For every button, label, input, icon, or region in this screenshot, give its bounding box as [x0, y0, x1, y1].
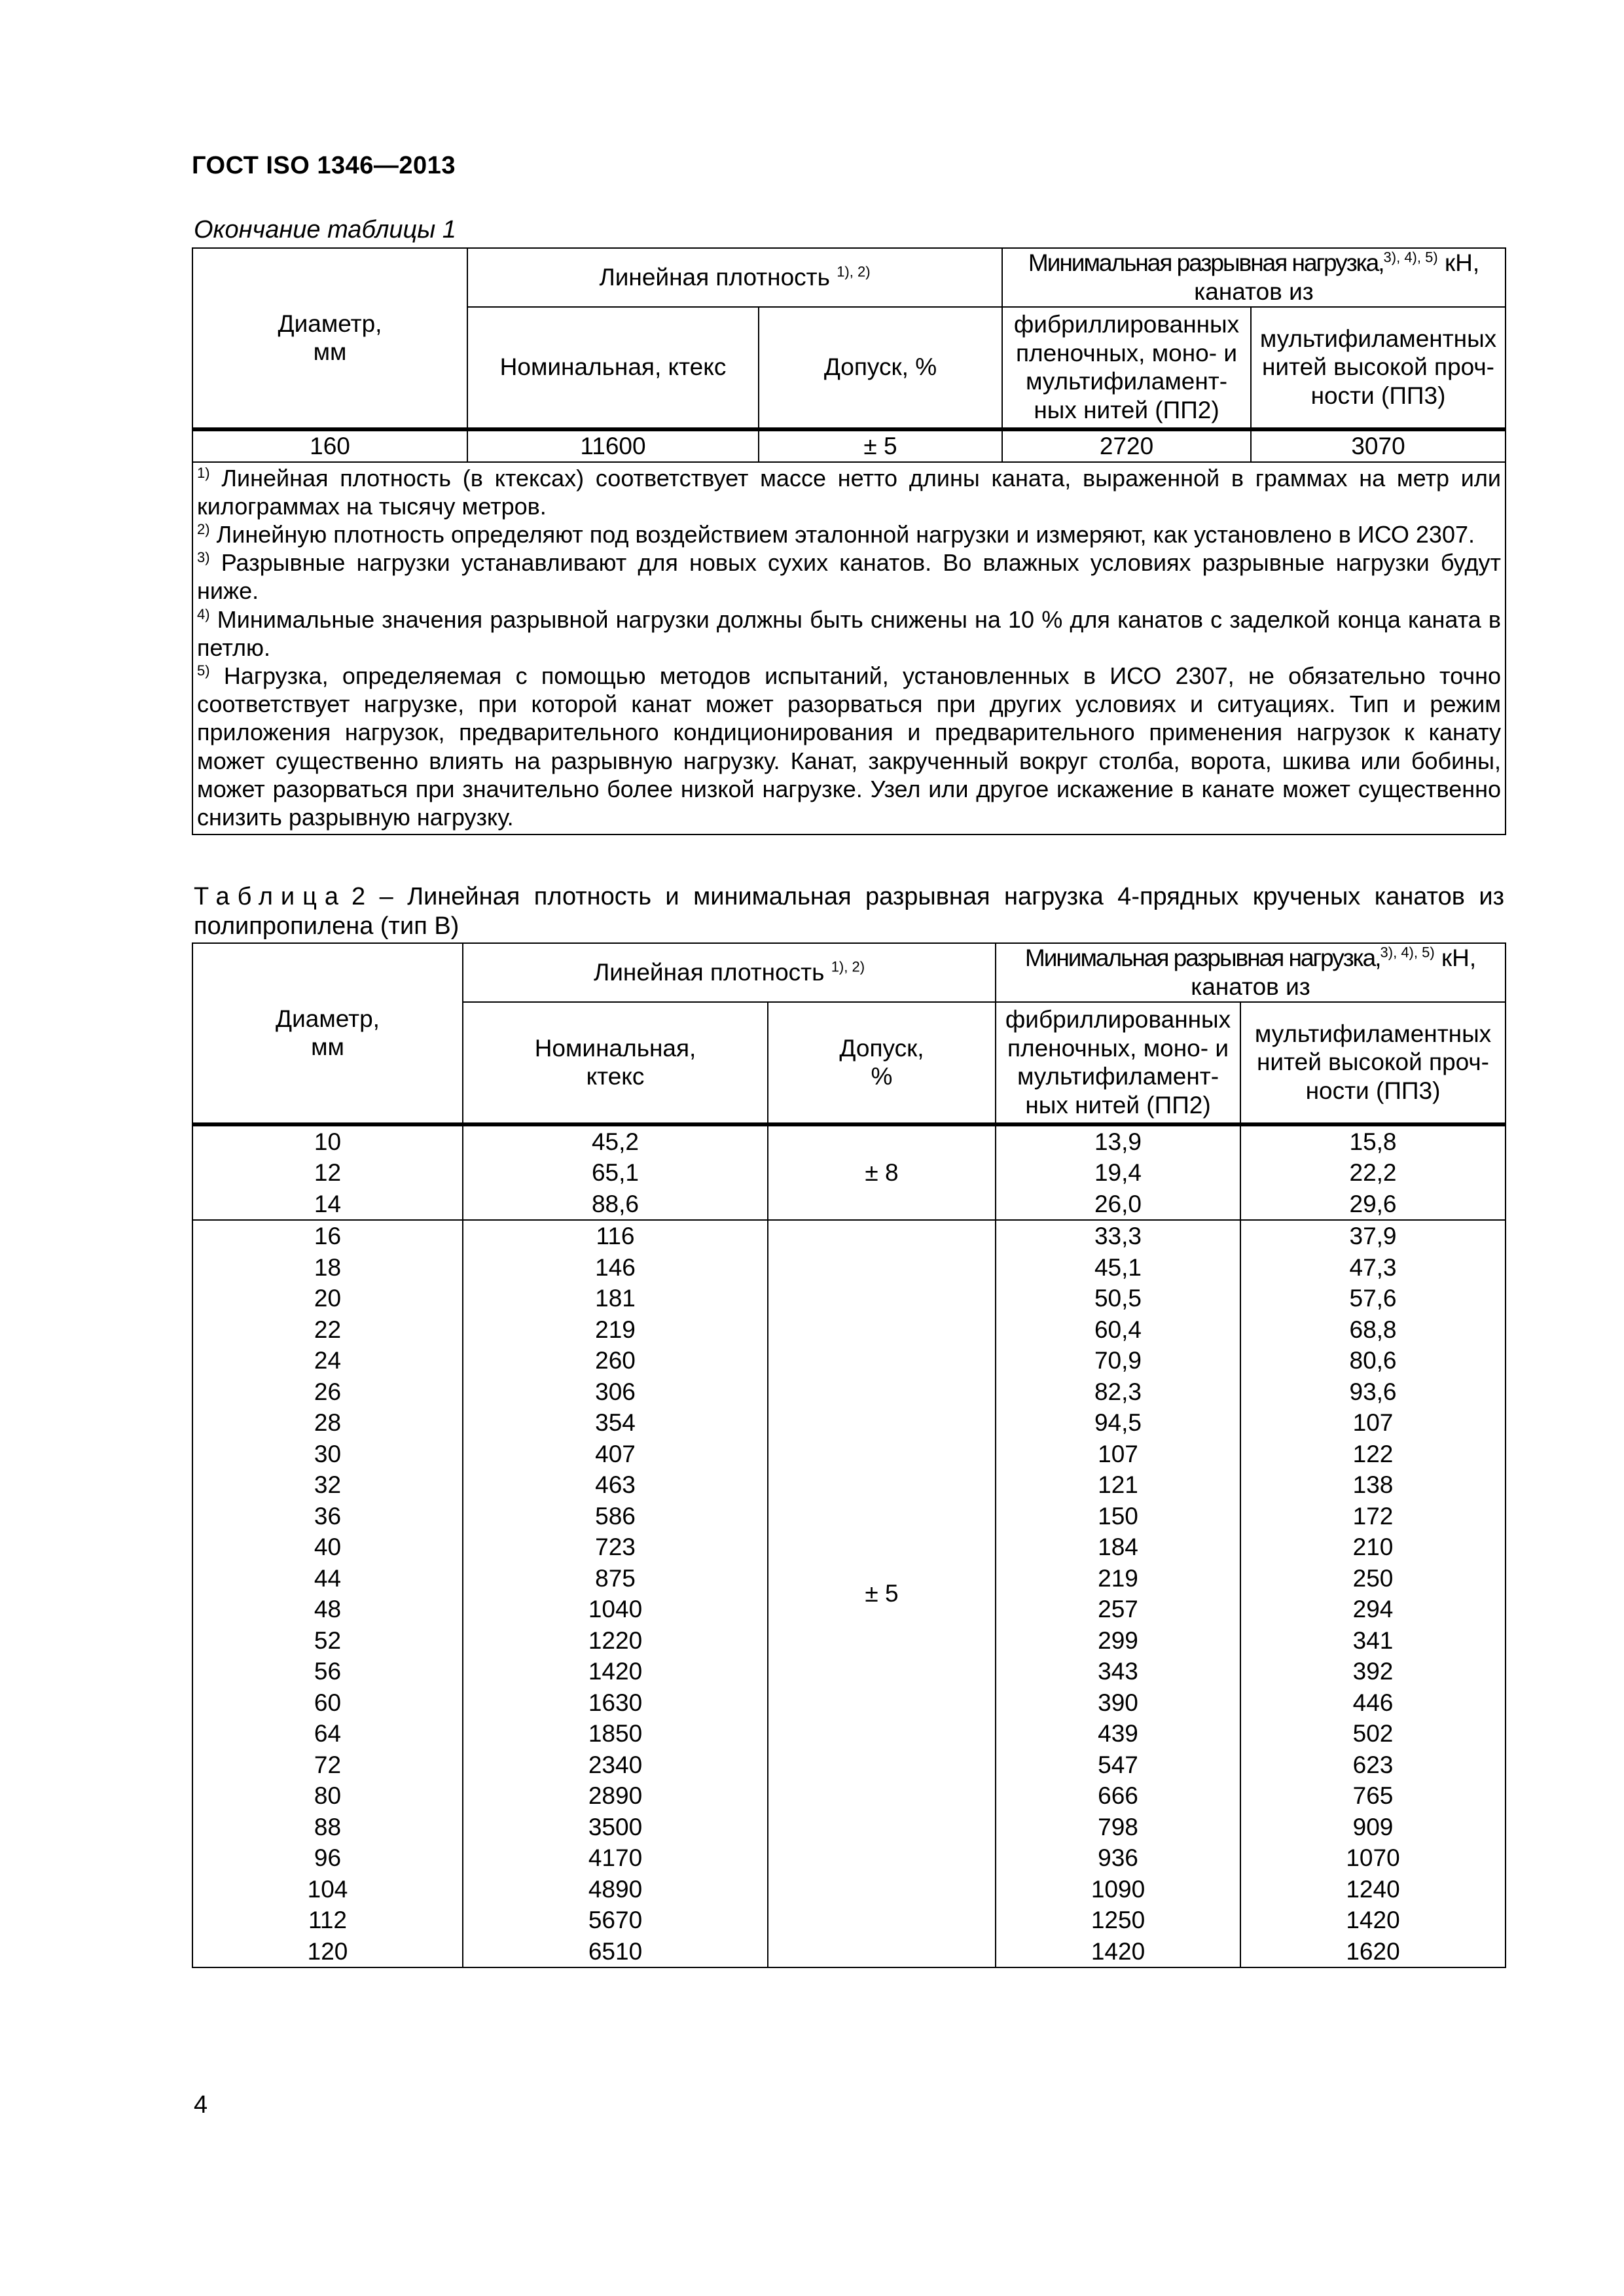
table2-cell-diameter: 72	[314, 1751, 342, 1778]
table2-cell-pp2: 343	[1098, 1658, 1138, 1685]
table2-cell-nominal: 463	[595, 1471, 636, 1499]
table2-cell-pp3: 22,2	[1349, 1159, 1397, 1187]
table2-cell-nominal: 1850	[588, 1720, 643, 1748]
table2-group2-pp3	[1240, 1220, 1506, 1967]
table2-cell-pp2: 19,4	[1094, 1159, 1142, 1187]
table2-cell-pp3: 392	[1352, 1658, 1394, 1685]
table2-cell-nominal: 45,2	[591, 1128, 639, 1155]
table2-header-nominal	[463, 1002, 768, 1124]
table2-cell-nominal: 3500	[588, 1813, 643, 1840]
table2-cell-nominal: 146	[595, 1253, 636, 1281]
table2-cell-pp3: 765	[1352, 1782, 1394, 1810]
table2-cell-pp3: 29,6	[1349, 1190, 1397, 1217]
table2-cell-pp2: 107	[1098, 1440, 1138, 1467]
table1-header-pp2-line1: фибриллированных	[1013, 311, 1240, 338]
table2-cell-pp2: 60,4	[1094, 1316, 1142, 1343]
table2-header-nominal-line2: ктекс	[586, 1063, 645, 1090]
table2-cell-diameter: 14	[314, 1190, 342, 1217]
table2-cell-nominal: 1220	[588, 1626, 643, 1654]
table2-cell-pp2: 936	[1098, 1844, 1138, 1872]
table2-cell-diameter: 44	[314, 1564, 342, 1592]
table1-header-pp2-line3: мультифиламент-	[1025, 368, 1228, 395]
table2-cell-pp2: 299	[1098, 1626, 1138, 1654]
table2-header-linear-density-footnote-ref: 1), 2)	[831, 958, 865, 975]
table2-header-pp3-line3: ности (ПП3)	[1305, 1077, 1441, 1105]
table1-header-nominal: Номинальная, ктекс	[467, 307, 759, 429]
table2-cell-nominal: 116	[596, 1223, 635, 1250]
table2-cell-pp3: 93,6	[1349, 1378, 1397, 1405]
footnote-5	[197, 662, 1501, 831]
footnote-1	[197, 464, 1501, 520]
table2-cell-pp3: 341	[1352, 1626, 1394, 1654]
table2-cell-pp3: 1240	[1346, 1875, 1400, 1903]
footnote-5-marker: 5)	[197, 662, 210, 679]
table2-cell-pp2: 33,3	[1094, 1223, 1142, 1250]
table1-cell-tolerance: ± 5	[759, 429, 1002, 462]
table1-header-pp2	[1002, 307, 1251, 429]
table2-cell-pp3: 37,9	[1349, 1223, 1397, 1250]
footnote-1-marker: 1)	[197, 464, 210, 481]
table2-cell-diameter: 112	[308, 1907, 347, 1934]
table1-caption: Окончание таблицы 1	[194, 216, 456, 243]
table2-header-diameter	[192, 943, 463, 1124]
table2-group1-pp2	[996, 1124, 1240, 1221]
table2-cell-pp2: 219	[1098, 1564, 1138, 1592]
table2-cell-diameter: 16	[314, 1223, 342, 1250]
table2-header-pp3	[1240, 1002, 1506, 1124]
table2-cell-diameter: 40	[314, 1534, 342, 1561]
table2-header-min-load-label: Минимальная разрывная нагрузка,	[1024, 944, 1380, 972]
table2-cell-diameter: 52	[314, 1626, 342, 1654]
table2-cell-pp2: 390	[1098, 1689, 1138, 1716]
footnote-2	[197, 520, 1501, 548]
table2-cell-nominal: 88,6	[591, 1190, 639, 1217]
table2-cell-pp3: 446	[1352, 1689, 1394, 1716]
table2-header-pp2-line4: ных нитей (ПП2)	[1025, 1091, 1211, 1119]
table2-cell-pp3: 68,8	[1349, 1316, 1397, 1343]
table1-footnotes	[192, 462, 1506, 834]
table1-header-diameter	[192, 248, 467, 429]
table2-header-linear-density-label: Линейная плотность	[593, 959, 825, 986]
table2-group2-tolerance: ± 5	[768, 1220, 996, 1967]
footnote-3-marker: 3)	[197, 549, 210, 566]
table2-cell-pp2: 94,5	[1094, 1409, 1142, 1437]
table2-cell-pp3: 250	[1352, 1564, 1394, 1592]
footnote-4-marker: 4)	[197, 605, 210, 622]
table2-cell-diameter: 12	[314, 1159, 342, 1187]
table2-cell-nominal: 181	[595, 1285, 636, 1312]
table2-cell-diameter: 60	[314, 1689, 342, 1716]
table2-group-tolerance-5	[192, 1220, 1506, 1967]
table2-cell-pp3: 909	[1352, 1813, 1394, 1840]
table2-header-diameter-line1: Диаметр,	[276, 1005, 380, 1032]
table2-cell-diameter: 22	[314, 1316, 342, 1343]
table2-cell-pp2: 798	[1098, 1813, 1138, 1840]
table1	[192, 247, 1506, 835]
table2-header-pp3-line2: нитей высокой проч-	[1257, 1049, 1490, 1076]
table1-cell-nominal: 11600	[467, 429, 759, 462]
table2-cell-pp3: 122	[1352, 1440, 1394, 1467]
table2-cell-pp2: 26,0	[1094, 1190, 1142, 1217]
table2-cell-pp3: 172	[1352, 1502, 1394, 1530]
footnote-1-text: Линейная плотность (в ктексах) соответствует массе нетто длины каната, выраженной в граммах на метр или килограммах на тысячу метров.	[197, 464, 1502, 520]
footnote-2-text: Линейную плотность определяют под воздействием эталонной нагрузки и измеряют, как установлено в ИСО 2307.	[216, 521, 1475, 548]
footnote-3	[197, 548, 1501, 605]
table2-cell-pp2: 13,9	[1094, 1128, 1142, 1155]
table2-header-nominal-line1: Номинальная,	[534, 1034, 696, 1062]
table1-header-linear-density	[467, 248, 1002, 307]
table1-cell-pp2: 2720	[1002, 429, 1251, 462]
table2-header-tolerance-line2: %	[871, 1063, 893, 1090]
table2-cell-nominal: 2890	[588, 1782, 643, 1810]
table2-cell-pp2: 45,1	[1094, 1253, 1142, 1281]
table2-cell-diameter: 120	[307, 1937, 348, 1965]
table2-group1-tolerance: ± 8	[768, 1124, 996, 1221]
table2-cell-pp2: 1090	[1091, 1875, 1146, 1903]
table2-cell-diameter: 28	[314, 1409, 342, 1437]
table1-header-pp3-line3: ности (ПП3)	[1310, 382, 1446, 410]
table2-cell-diameter: 56	[314, 1658, 342, 1685]
table2-cell-nominal: 219	[595, 1316, 636, 1343]
table1-header-pp3-line2: нитей высокой проч-	[1262, 353, 1495, 381]
table2-cell-diameter: 18	[314, 1253, 342, 1281]
table1-header-min-load	[1002, 248, 1506, 307]
table2-cell-pp2: 257	[1098, 1596, 1138, 1623]
table2-cell-diameter: 10	[314, 1128, 342, 1155]
table2-cell-nominal: 6510	[588, 1937, 643, 1965]
table2-caption	[194, 882, 1504, 941]
table2-cell-pp2: 70,9	[1094, 1347, 1142, 1374]
table2-header-tolerance-line1: Допуск,	[839, 1034, 924, 1062]
table2-cell-diameter: 48	[314, 1596, 342, 1623]
table2-cell-pp2: 50,5	[1094, 1285, 1142, 1312]
table2-cell-pp2: 1420	[1091, 1937, 1146, 1965]
table2-cell-pp2: 1250	[1091, 1907, 1146, 1934]
table2-group1-nominals	[463, 1124, 768, 1221]
table2-cell-diameter: 24	[314, 1347, 342, 1374]
table2-cell-nominal: 65,1	[591, 1159, 639, 1187]
footnote-3-text: Разрывные нагрузки устанавливают для новых сухих канатов. Во влажных условиях разрывные нагрузки будут ниже.	[197, 549, 1502, 605]
table1-header-tolerance: Допуск, %	[759, 307, 1002, 429]
table2-cell-pp2: 666	[1098, 1782, 1138, 1810]
table2-header-min-load-unit: кН,	[1441, 944, 1477, 972]
table2-cell-nominal: 2340	[588, 1751, 643, 1778]
table2-header-pp3-line1: мультифиламентных	[1254, 1020, 1492, 1047]
table2-cell-diameter: 20	[314, 1285, 342, 1312]
table2-cell-pp2: 439	[1098, 1720, 1138, 1748]
table2-cell-nominal: 260	[595, 1347, 636, 1374]
table2-cell-nominal: 354	[595, 1409, 636, 1437]
table2-header-diameter-line2: мм	[311, 1033, 344, 1061]
table2-cell-nominal: 1040	[588, 1596, 643, 1623]
footnote-4-text: Минимальные значения разрывной нагрузки должны быть снижены на 10 % для канатов с заделкой конца каната в петлю.	[197, 605, 1502, 661]
table2-caption-text: – Линейная плотность и минимальная разрывная нагрузка 4-прядных крученых канатов из полипропилена (тип В)	[194, 883, 1504, 940]
table2-cell-pp3: 210	[1352, 1534, 1394, 1561]
table1-header-min-load-line2: канатов из	[1194, 278, 1314, 305]
table2-cell-nominal: 586	[595, 1502, 636, 1530]
document-header: ГОСТ ISO 1346—2013	[192, 152, 456, 179]
table1-header-min-load-footnote-ref: 3), 4), 5)	[1383, 249, 1438, 266]
table2-header-min-load-footnote-ref: 3), 4), 5)	[1380, 944, 1435, 961]
table1-header-pp2-line4: ных нитей (ПП2)	[1034, 396, 1219, 423]
table1-cell-diameter: 160	[192, 429, 467, 462]
footnote-2-marker: 2)	[197, 521, 210, 537]
table2-cell-pp3: 57,6	[1349, 1285, 1397, 1312]
table2-cell-diameter: 30	[314, 1440, 342, 1467]
table2-group2-nominals	[463, 1220, 768, 1967]
table2-cell-pp3: 623	[1352, 1751, 1394, 1778]
table2-group2-diameters	[192, 1220, 463, 1967]
table2-cell-pp3: 47,3	[1349, 1253, 1397, 1281]
table2-cell-pp2: 82,3	[1094, 1378, 1142, 1405]
table2-group1-pp3	[1240, 1124, 1506, 1221]
table2-cell-diameter: 88	[314, 1813, 342, 1840]
table1-header-pp3-line1: мультифиламентных	[1259, 325, 1497, 352]
table2-cell-nominal: 1420	[588, 1658, 643, 1685]
table1-header-linear-density-footnote-ref: 1), 2)	[837, 263, 871, 280]
table2-caption-label: Таблица	[194, 883, 346, 910]
table2-cell-pp3: 107	[1352, 1409, 1394, 1437]
footnote-4	[197, 605, 1501, 662]
table2-header-min-load-line2: канатов из	[1191, 973, 1310, 1000]
table2-cell-pp2: 184	[1098, 1534, 1138, 1561]
table1-header-pp2-line2: пленочных, моно- и	[1015, 339, 1238, 367]
table2-cell-diameter: 80	[314, 1782, 342, 1810]
table2-header-tolerance	[768, 1002, 996, 1124]
table2-header-min-load	[996, 943, 1506, 1002]
table1-row	[192, 429, 1506, 462]
table2-cell-diameter: 64	[314, 1720, 342, 1748]
page-number: 4	[194, 2091, 208, 2119]
table1-header-min-load-label: Минимальная разрывная нагрузка,	[1028, 249, 1384, 277]
table2-cell-diameter: 96	[314, 1844, 342, 1872]
table1-header-diameter-line1: Диаметр,	[278, 310, 382, 337]
table2-cell-pp3: 502	[1352, 1720, 1394, 1748]
table2-cell-pp3: 1620	[1346, 1937, 1400, 1965]
table2-cell-pp2: 150	[1098, 1502, 1138, 1530]
table2-header-pp2	[996, 1002, 1240, 1124]
table2-header-linear-density	[463, 943, 996, 1002]
table2-cell-pp3: 294	[1352, 1596, 1394, 1623]
table2-group1-diameters	[192, 1124, 463, 1221]
table2-cell-pp2: 547	[1098, 1751, 1138, 1778]
table1-header-pp3	[1251, 307, 1506, 429]
table2-cell-nominal: 875	[595, 1564, 636, 1592]
table2-cell-diameter: 26	[314, 1378, 342, 1405]
table2-cell-pp2: 121	[1098, 1471, 1138, 1499]
table1-header-min-load-unit: кН,	[1444, 249, 1480, 277]
table2-cell-nominal: 4890	[588, 1875, 643, 1903]
table2-cell-diameter: 36	[314, 1502, 342, 1530]
table2-group2-pp2	[996, 1220, 1240, 1967]
table2-cell-pp3: 138	[1352, 1471, 1394, 1499]
table2-cell-pp3: 80,6	[1349, 1347, 1397, 1374]
table2-cell-pp3: 1070	[1346, 1844, 1400, 1872]
table2-header-pp2-line3: мультифиламент-	[1017, 1063, 1219, 1090]
table2-cell-nominal: 407	[595, 1440, 636, 1467]
table2-caption-number: 2	[352, 883, 366, 910]
table2-cell-diameter: 104	[307, 1875, 348, 1903]
table2-header-pp2-line2: пленочных, моно- и	[1007, 1034, 1229, 1062]
table2-header-pp2-line1: фибриллированных	[1005, 1006, 1231, 1033]
table2-cell-nominal: 4170	[588, 1844, 643, 1872]
table2-cell-pp3: 1420	[1346, 1907, 1400, 1934]
table2-cell-nominal: 723	[595, 1534, 636, 1561]
table1-cell-pp3: 3070	[1251, 429, 1506, 462]
table2-cell-nominal: 1630	[588, 1689, 643, 1716]
table1-header-linear-density-label: Линейная плотность	[599, 264, 830, 291]
table1-header-diameter-line2: мм	[313, 338, 347, 366]
table2-cell-pp3: 15,8	[1349, 1128, 1397, 1155]
table2-cell-nominal: 306	[595, 1378, 636, 1405]
table2	[192, 942, 1506, 1968]
footnote-5-text: Нагрузка, определяемая с помощью методов испытаний, установленных в ИСО 2307, не обязательно точно соответствует нагрузке, при которой канат может разорваться при других условиях и ситуациях. Тип и режим приложения нагрузок, предварительного кондиционирования и предварительного применения нагрузок к канату может существенно влиять на разрывную нагрузку. Канат, закрученный вокруг столба, ворота, шкива или бобины, может разорваться при значительно более низкой нагрузке. Узел или другое искажение в канате может существенно снизить разрывную нагрузку.	[197, 662, 1502, 831]
table2-group-tolerance-8	[192, 1124, 1506, 1221]
table2-cell-nominal: 5670	[588, 1907, 643, 1934]
table2-cell-diameter: 32	[314, 1471, 342, 1499]
